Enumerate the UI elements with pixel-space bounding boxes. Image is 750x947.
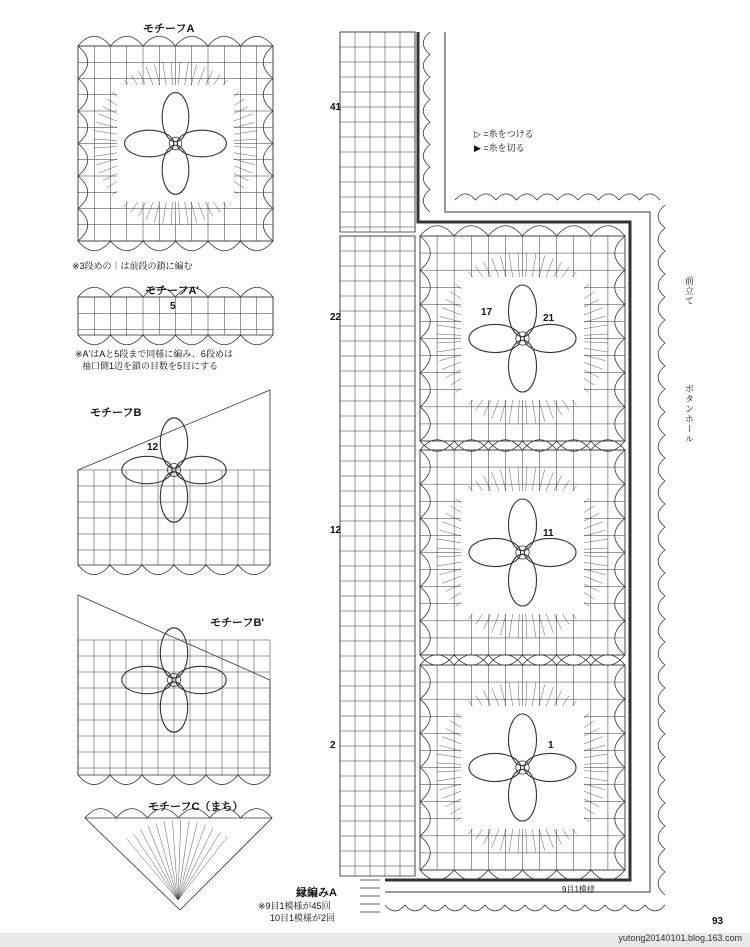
front-band-side-scallops xyxy=(658,205,665,895)
buttonhole-label: ボタンホール xyxy=(684,384,694,444)
left-column-outline xyxy=(340,236,415,876)
row-number-12: 12 xyxy=(330,525,342,536)
motif-number-17: 17 xyxy=(481,307,493,318)
edging-repeat-label: 9目1模様 xyxy=(562,885,595,894)
motif-b-grid xyxy=(78,470,270,565)
big-motif-row-2-flower-bg xyxy=(461,706,584,829)
shoulder-grid xyxy=(340,32,415,232)
big-motif-row-3-bottom-scallops xyxy=(420,655,625,665)
legend-cut-yarn: ▶ =糸を切る xyxy=(474,143,525,153)
front-band-label: 前立て xyxy=(684,276,694,306)
footer-bar xyxy=(0,933,750,947)
legend-attach-yarn: ▷ =糸をつける xyxy=(474,129,534,139)
motif-number-21: 21 xyxy=(543,313,555,324)
row-number-2: 2 xyxy=(330,740,336,751)
page-number: 93 xyxy=(712,916,724,927)
big-motif-row-4-top-scallops xyxy=(420,226,625,236)
motif-b-prime-title: モチーフB' xyxy=(210,617,265,629)
edging-note-2: 10目1模様が2回 xyxy=(270,913,336,923)
motif-number-1: 1 xyxy=(548,740,554,751)
motif-b-number-12: 12 xyxy=(147,442,159,453)
motif-b-bottom-scallops xyxy=(78,565,270,575)
motif-number-11: 11 xyxy=(543,528,554,539)
big-motif-row-4-flower-bg xyxy=(461,277,584,400)
motif-c-fan xyxy=(127,820,228,900)
motif-b-title: モチーフB xyxy=(90,407,142,419)
edging-note-1: ※9目1模様が45回 xyxy=(258,901,331,911)
motif-a-top-scallops xyxy=(78,36,273,46)
motif-a-prime-number-5: 5 xyxy=(170,301,176,312)
motif-b-prime-grid xyxy=(78,640,270,775)
edging-a-title: 縁編みA xyxy=(296,887,337,899)
motif-b-prime-bottom-scallops xyxy=(78,775,270,785)
motif-b-prime-flower-petal xyxy=(122,666,172,693)
left-column-grid xyxy=(340,236,415,876)
motif-a-title: モチーフA xyxy=(143,23,195,35)
motif-a-note: ※3段めの｜は前段の鎖に編む xyxy=(72,261,193,271)
row-number-22: 22 xyxy=(330,312,342,323)
big-motif-row-2-top-scallops xyxy=(420,655,625,665)
motif-a-bottom-scallops xyxy=(78,241,273,251)
motif-a-prime-title: モチーフA' xyxy=(145,285,200,297)
motif-a-flower-bg xyxy=(117,85,234,202)
big-motif-row-3-flower-bg xyxy=(461,491,584,614)
front-band-top-scallops xyxy=(455,194,660,200)
row-number-41: 41 xyxy=(330,102,342,113)
motif-a-prime-note-1: ※A'はAと5段まで同様に編み、6段めは xyxy=(75,349,233,359)
neck-scallops xyxy=(423,32,430,212)
motif-a-prime-bottom-scallops xyxy=(78,335,273,345)
edging-bottom-scallops xyxy=(385,905,665,911)
footer-watermark: yutong20140101.blog.163.com xyxy=(618,933,742,943)
motif-c-title: モチーフC（まち） xyxy=(148,801,244,813)
motif-a-prime-note-2: 袖口側1辺を鎖の目数を5目にする xyxy=(82,361,219,371)
